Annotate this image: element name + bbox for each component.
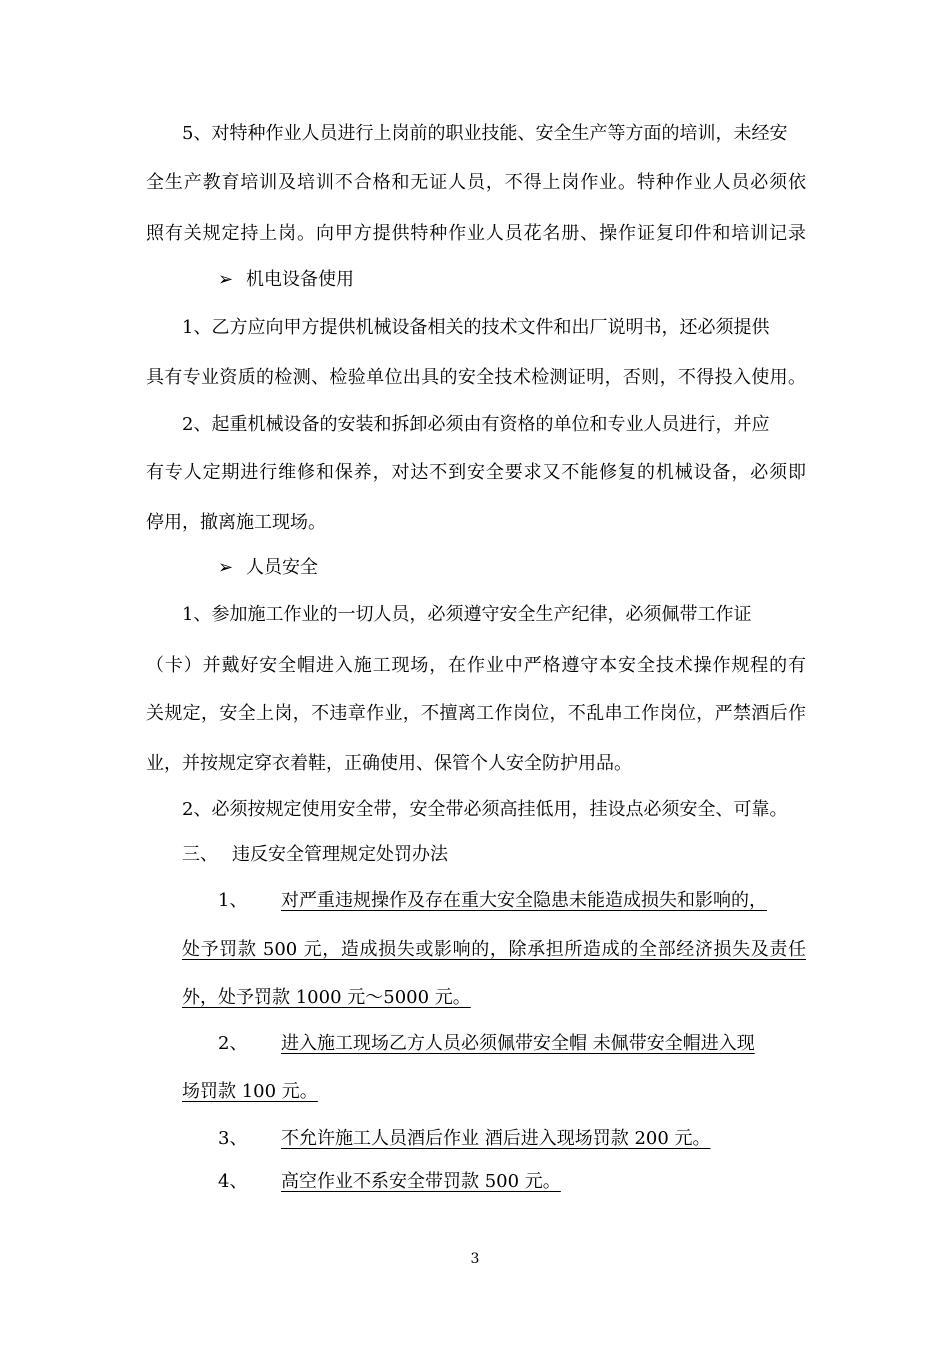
item-1-line-1: 对严重违规操作及存在重大安全隐患未能造成损失和影响的， xyxy=(281,890,767,911)
paragraph-4-line-4: 业，并按规定穿衣着鞋，正确使用、保管个人安全防护用品。 xyxy=(146,753,632,774)
paragraph-1-line-3: 照有关规定持上岗。向甲方提供特种作业人员花名册、操作证复印件和培训记录 xyxy=(146,223,806,244)
arrow-bullet-icon: ➢ xyxy=(218,557,234,578)
item-1-number: 1、 xyxy=(218,890,248,911)
paragraph-2-line-2: 具有专业资质的检测、检验单位出具的安全技术检测证明，否则，不得投入使用。 xyxy=(146,367,806,388)
item-2-number: 2、 xyxy=(218,1033,248,1054)
paragraph-1-line-1: 5、对特种作业人员进行上岗前的职业技能、安全生产等方面的培训，未经安 xyxy=(182,123,788,144)
item-4-number: 4、 xyxy=(218,1171,248,1192)
paragraph-2-line-1: 1、乙方应向甲方提供机械设备相关的技术文件和出厂说明书，还必须提供 xyxy=(182,317,770,338)
paragraph-3-line-1: 2、起重机械设备的安装和拆卸必须由有资格的单位和专业人员进行，并应 xyxy=(182,414,770,435)
page-number: 3 xyxy=(470,1251,480,1267)
heading-personnel xyxy=(218,556,318,580)
paragraph-5-line-1: 2、必须按规定使用安全带，安全带必须高挂低用，挂设点必须安全、可靠。 xyxy=(182,799,788,820)
paragraph-1-line-2: 全生产教育培训及培训不合格和无证人员，不得上岗作业。特种作业人员必须依 xyxy=(146,172,806,193)
item-1-line-2: 处予罚款 500 元，造成损失或影响的，除承担所造成的全部经济损失及责任 xyxy=(182,939,806,960)
paragraph-3-line-3: 停用，撤离施工现场。 xyxy=(146,512,326,533)
paragraph-4-line-3: 关规定，安全上岗，不违章作业，不擅离工作岗位，不乱串工作岗位，严禁酒后作 xyxy=(146,703,806,724)
arrow-bullet-icon: ➢ xyxy=(218,269,234,290)
section-heading-text: 违反安全管理规定处罚办法 xyxy=(232,844,448,865)
paragraph-3-line-2: 有专人定期进行维修和保养，对达不到安全要求又不能修复的机械设备，必须即 xyxy=(146,462,806,483)
item-3-line-1: 不允许施工人员酒后作业 酒后进入现场罚款 200 元。 xyxy=(281,1128,711,1149)
paragraph-4-line-2: （卡）并戴好安全帽进入施工现场，在作业中严格遵守本安全技术操作规程的有 xyxy=(146,655,806,676)
heading-equipment xyxy=(218,268,354,292)
heading-equipment-text: 机电设备使用 xyxy=(246,269,354,290)
section-heading xyxy=(182,843,448,867)
item-4-line-1: 高空作业不系安全带罚款 500 元。 xyxy=(281,1171,561,1192)
paragraph-4-line-1: 1、参加施工作业的一切人员，必须遵守安全生产纪律，必须佩带工作证 xyxy=(182,604,752,625)
heading-personnel-text: 人员安全 xyxy=(246,557,318,578)
item-2-line-2: 场罚款 100 元。 xyxy=(182,1081,318,1102)
section-heading-number: 三、 xyxy=(182,844,218,865)
item-1-line-3: 外，处予罚款 1000 元～5000 元。 xyxy=(182,987,471,1008)
item-2-line-1: 进入施工现场乙方人员必须佩带安全帽 未佩带安全帽进入现 xyxy=(281,1033,755,1054)
item-3-number: 3、 xyxy=(218,1128,248,1149)
